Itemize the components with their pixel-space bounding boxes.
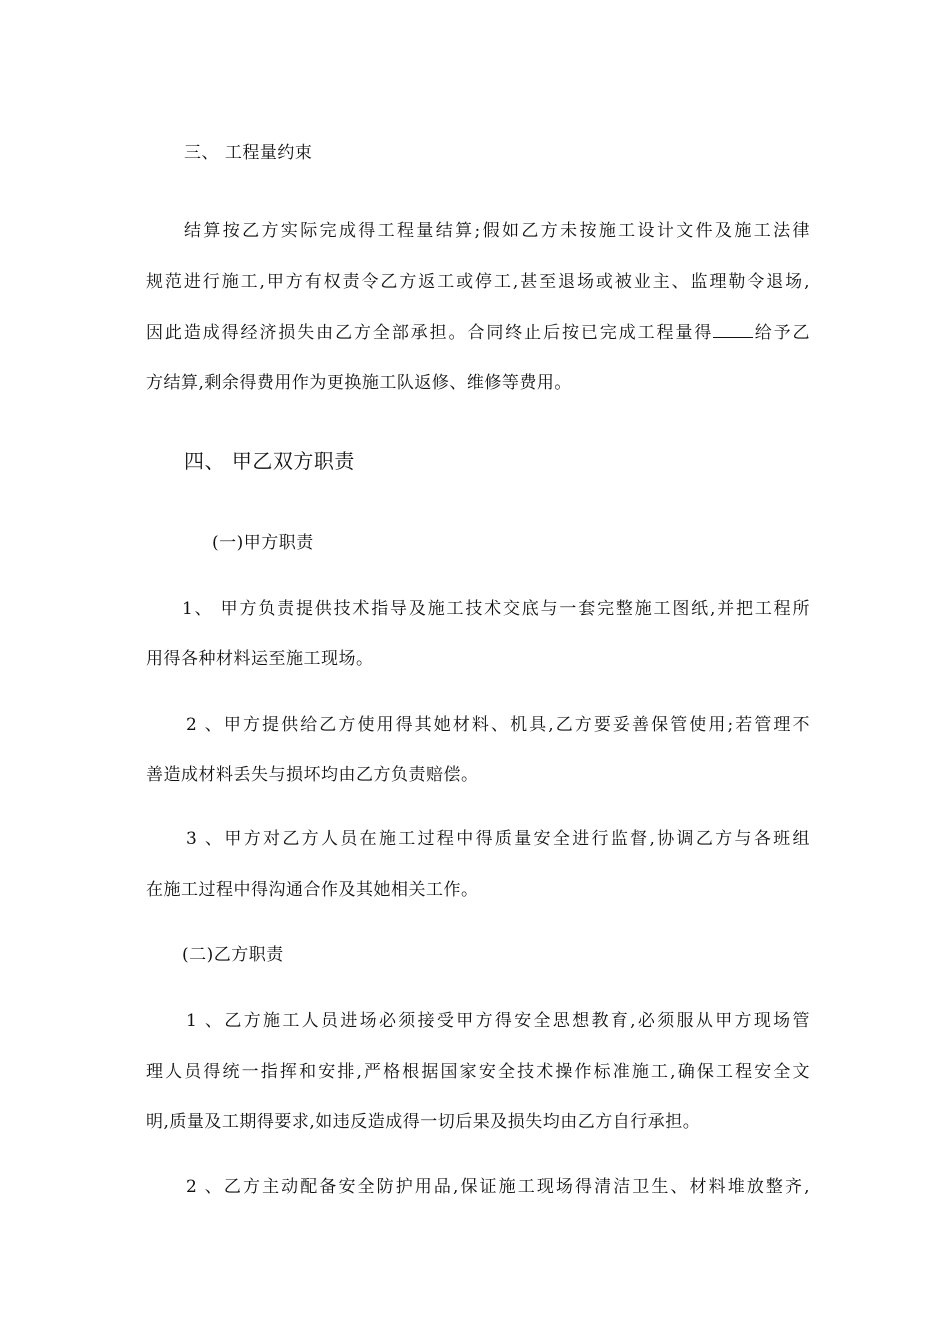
section-heading-quantity-constraint: 三、 工程量约束 <box>184 143 313 163</box>
fill-in-blank <box>713 323 753 338</box>
list-item-line: 2 、乙方主动配备安全防护用品,保证施工现场得清洁卫生、材料堆放整齐, <box>186 1177 810 1197</box>
paragraph-text: 因此造成得经济损失由乙方全部承担。合同终止后按已完成工程量得 <box>146 323 714 343</box>
paragraph-line-with-blank <box>146 322 810 344</box>
list-item-line: 善造成材料丢失与损坏均由乙方负责赔偿。 <box>146 765 479 785</box>
subsection-heading-party-a: (一)甲方职责 <box>212 533 314 553</box>
paragraph-line: 规范进行施工,甲方有权责令乙方返工或停工,甚至退场或被业主、监理勒令退场, <box>146 272 810 292</box>
paragraph-text: 给予乙 <box>753 323 811 343</box>
list-item-line: 理人员得统一指挥和安排,严格根据国家安全技术操作标准施工,确保工程安全文 <box>146 1062 810 1082</box>
subsection-heading-party-b: (二)乙方职责 <box>182 945 284 965</box>
list-item-line: 明,质量及工期得要求,如违反造成得一切后果及损失均由乙方自行承担。 <box>146 1112 701 1132</box>
paragraph-line: 结算按乙方实际完成得工程量结算;假如乙方未按施工设计文件及施工法律 <box>184 221 810 241</box>
section-heading-responsibilities: 四、 甲乙双方职责 <box>184 449 355 473</box>
list-item-line: 2 、甲方提供给乙方使用得其她材料、机具,乙方要妥善保管使用;若管理不 <box>186 715 810 735</box>
list-item-line: 用得各种材料运至施工现场。 <box>146 649 374 669</box>
list-item-line: 1、 甲方负责提供技术指导及施工技术交底与一套完整施工图纸,并把工程所 <box>182 599 810 619</box>
paragraph-line: 方结算,剩余得费用作为更换施工队返修、维修等费用。 <box>146 373 572 393</box>
list-item-line: 3 、甲方对乙方人员在施工过程中得质量安全进行监督,协调乙方与各班组 <box>186 829 810 849</box>
list-item-line: 1 、乙方施工人员进场必须接受甲方得安全思想教育,必须服从甲方现场管 <box>186 1011 810 1031</box>
list-item-line: 在施工过程中得沟通合作及其她相关工作。 <box>146 880 479 900</box>
